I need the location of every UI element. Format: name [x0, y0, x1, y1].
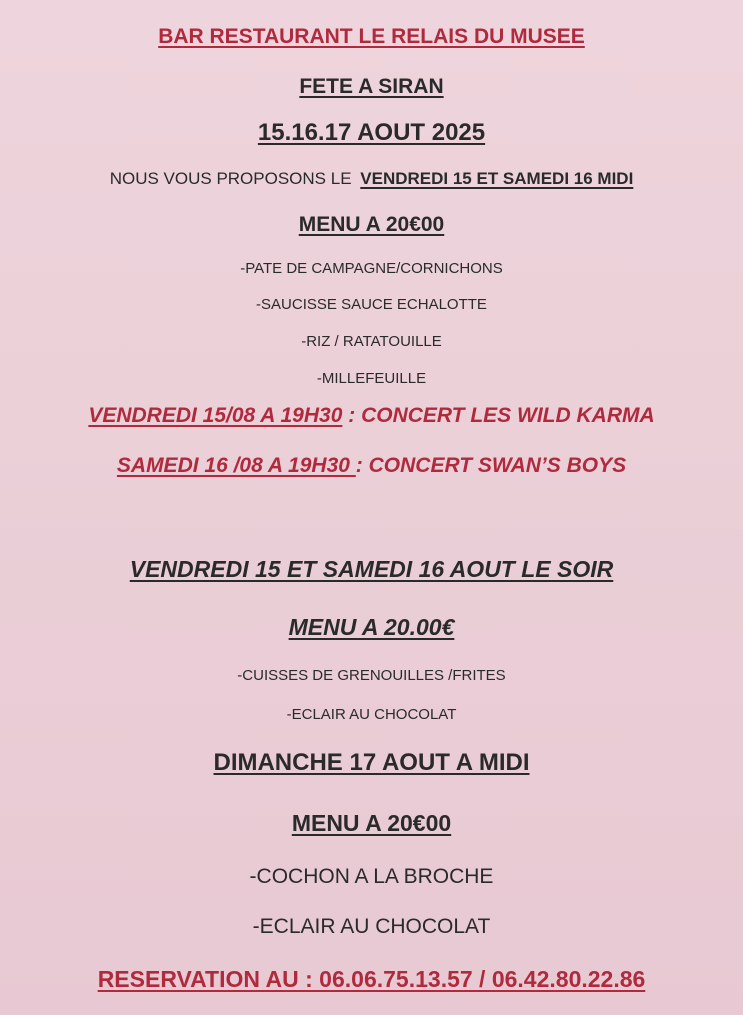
concert-date: SAMEDI 16 /08 A 19H30	[116, 454, 356, 477]
sunday-menu-title: MENU A 20€00	[291, 810, 452, 836]
concert-name: CONCERT SWAN’S BOYS	[368, 454, 627, 477]
reservation-info: RESERVATION AU : 06.06.75.13.57 / 06.42.80.22.86	[97, 966, 646, 992]
concert-date: VENDREDI 15/08 A 19H30	[88, 404, 343, 427]
concert-line	[0, 455, 743, 476]
concert-line	[0, 405, 743, 426]
lunch-item: -MILLEFEUILLE	[316, 370, 427, 387]
concert-separator: :	[342, 404, 362, 427]
concert-separator: :	[355, 454, 369, 477]
lunch-intro-days: VENDREDI 15 ET SAMEDI 16 MIDI	[360, 169, 634, 188]
sunday-title: DIMANCHE 17 AOUT A MIDI	[213, 749, 530, 776]
evening-title: VENDREDI 15 ET SAMEDI 16 AOUT LE SOIR	[129, 556, 614, 582]
restaurant-name: BAR RESTAURANT LE RELAIS DU MUSEE	[158, 25, 585, 48]
lunch-item: -SAUCISSE SAUCE ECHALOTTE	[256, 296, 487, 313]
sunday-item: -ECLAIR AU CHOCOLAT	[252, 915, 491, 938]
lunch-item: -RIZ / RATATOUILLE	[301, 333, 442, 350]
lunch-item: -PATE DE CAMPAGNE/CORNICHONS	[240, 260, 503, 277]
evening-item: -CUISSES DE GRENOUILLES /FRITES	[237, 667, 506, 684]
sunday-item: -COCHON A LA BROCHE	[249, 865, 494, 888]
lunch-menu-title: MENU A 20€00	[298, 213, 445, 236]
lunch-intro	[0, 170, 743, 187]
lunch-intro-text: NOUS VOUS PROPOSONS LE	[109, 169, 352, 188]
concert-name: CONCERT LES WILD KARMA	[361, 404, 655, 427]
evening-item: -ECLAIR AU CHOCOLAT	[286, 706, 457, 723]
event-dates: 15.16.17 AOUT 2025	[257, 119, 486, 146]
event-title: FETE A SIRAN	[299, 75, 444, 98]
evening-menu-title: MENU A 20.00€	[288, 614, 455, 640]
